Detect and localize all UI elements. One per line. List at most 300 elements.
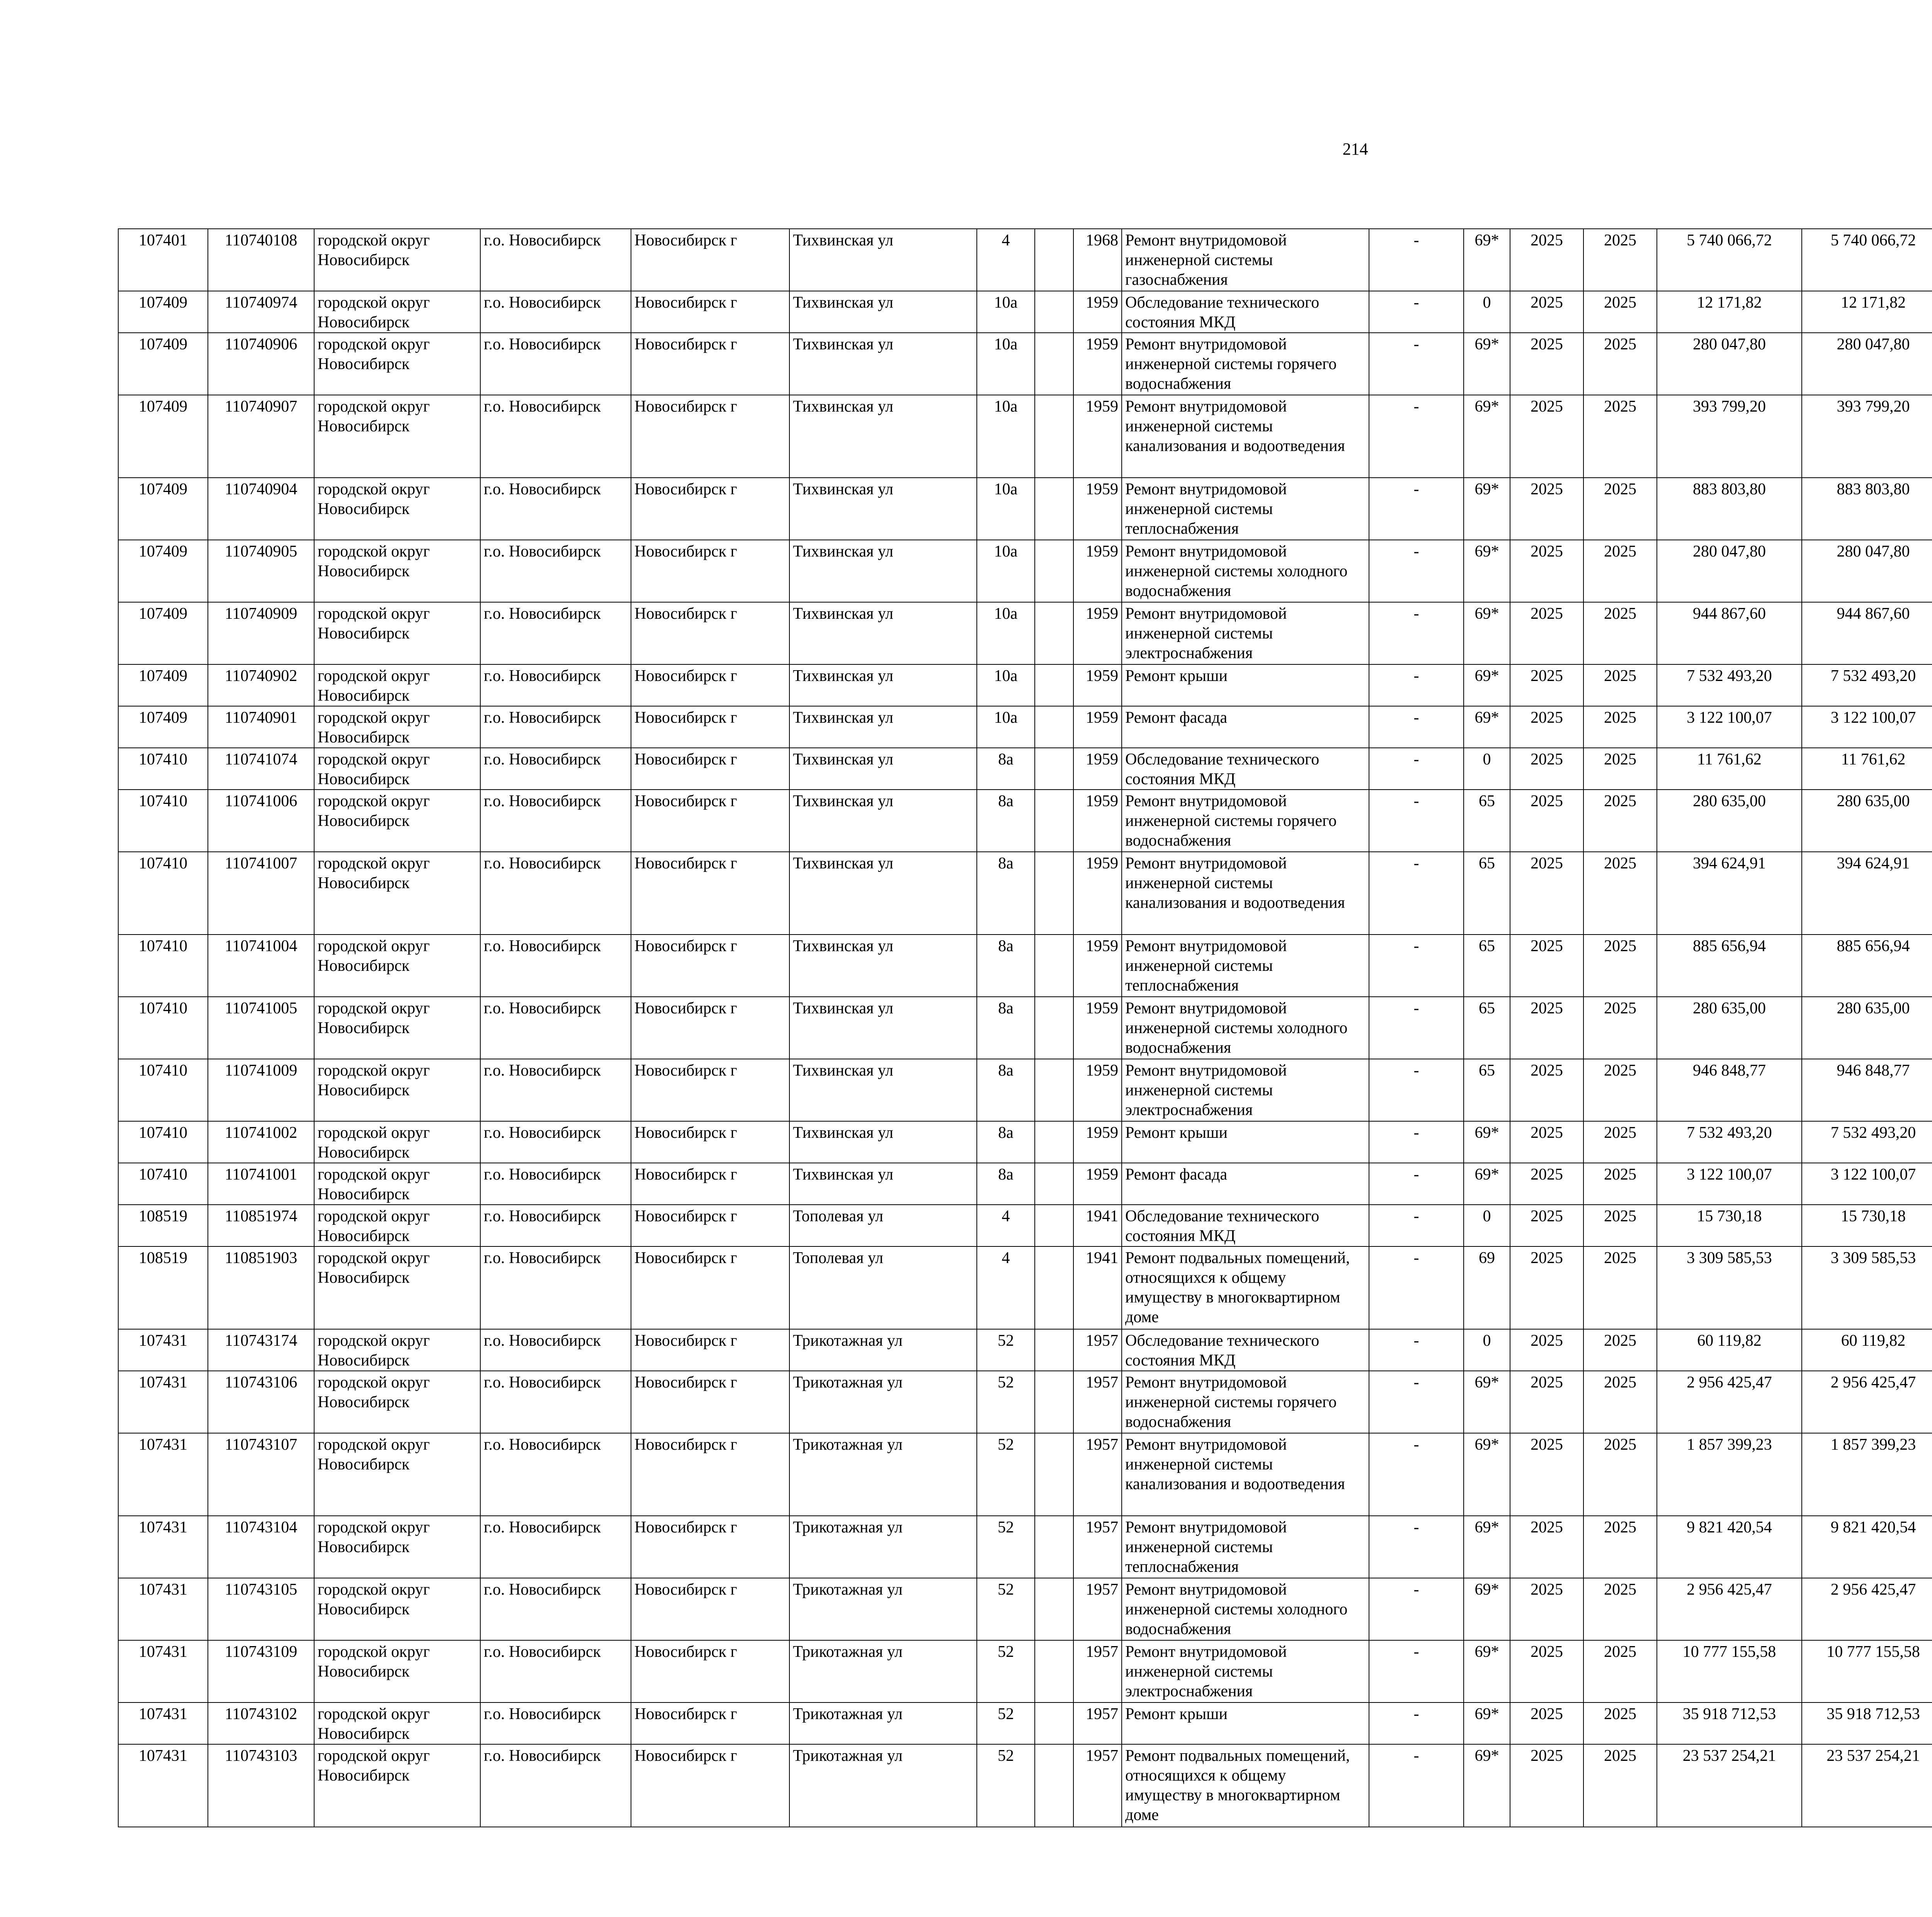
end-year-cell: 2025 [1583,1329,1657,1371]
end-year-cell: 2025 [1583,1371,1657,1433]
table-row [118,1329,1932,1371]
total-cost-cell: 9 821 420,54 [1657,1516,1802,1578]
house-number-cell: 10а [977,333,1035,395]
house-number-cell: 10а [977,602,1035,664]
start-year-cell: 2025 [1510,1371,1583,1433]
mark-cell: - [1369,1744,1464,1827]
table-row [118,291,1932,333]
house-number-cell: 8а [977,852,1035,935]
wear-percent-cell: 69* [1464,664,1510,706]
object-id-cell: 107409 [118,706,208,748]
building-cell [1035,1578,1073,1640]
end-year-cell: 2025 [1583,1163,1657,1205]
fund-cost-cell: 394 624,91 [1802,852,1932,935]
work-type-cell: Ремонт подвальных помещений, относящихся к общему имуществу в многоквартирном доме [1122,1744,1369,1827]
district-cell: г.о. Новосибирск [480,852,631,935]
fund-cost-cell: 7 532 493,20 [1802,1121,1932,1163]
work-type-cell: Ремонт внутридомовой инженерной системы теплоснабжения [1122,935,1369,997]
locality-cell: Новосибирск г [631,664,789,706]
fund-cost-cell: 10 777 155,58 [1802,1640,1932,1702]
end-year-cell: 2025 [1583,1205,1657,1246]
start-year-cell: 2025 [1510,852,1583,935]
wear-percent-cell: 69* [1464,1516,1510,1578]
building-cell [1035,1744,1073,1827]
locality-cell: Новосибирск г [631,1744,789,1827]
object-id-cell: 107409 [118,478,208,540]
work-type-cell: Ремонт фасада [1122,1163,1369,1205]
locality-cell: Новосибирск г [631,1121,789,1163]
fund-cost-cell: 11 761,62 [1802,748,1932,790]
wear-percent-cell: 69* [1464,478,1510,540]
table-row [118,1121,1932,1163]
street-cell: Тихвинская ул [789,602,977,664]
table-row [118,1640,1932,1702]
total-cost-cell: 394 624,91 [1657,852,1802,935]
total-cost-cell: 946 848,77 [1657,1059,1802,1121]
start-year-cell: 2025 [1510,1329,1583,1371]
wear-percent-cell: 69* [1464,1163,1510,1205]
object-id-cell: 107409 [118,395,208,478]
work-code-cell: 110740902 [208,664,314,706]
wear-percent-cell: 69* [1464,1433,1510,1516]
end-year-cell: 2025 [1583,706,1657,748]
total-cost-cell: 3 122 100,07 [1657,706,1802,748]
end-year-cell: 2025 [1583,748,1657,790]
district-cell: г.о. Новосибирск [480,748,631,790]
build-year-cell: 1959 [1073,333,1122,395]
total-cost-cell: 1 857 399,23 [1657,1433,1802,1516]
locality-cell: Новосибирск г [631,291,789,333]
object-id-cell: 107410 [118,997,208,1059]
build-year-cell: 1959 [1073,664,1122,706]
work-code-cell: 110740905 [208,540,314,602]
work-code-cell: 110740904 [208,478,314,540]
build-year-cell: 1957 [1073,1516,1122,1578]
total-cost-cell: 280 047,80 [1657,333,1802,395]
street-cell: Тихвинская ул [789,478,977,540]
table-row [118,997,1932,1059]
locality-cell: Новосибирск г [631,1702,789,1744]
fund-cost-cell: 280 047,80 [1802,540,1932,602]
object-id-cell: 107431 [118,1702,208,1744]
object-id-cell: 107431 [118,1640,208,1702]
municipality-cell: городской округ Новосибирск [314,1516,480,1578]
end-year-cell: 2025 [1583,664,1657,706]
start-year-cell: 2025 [1510,229,1583,291]
street-cell: Трикотажная ул [789,1371,977,1433]
locality-cell: Новосибирск г [631,1433,789,1516]
work-code-cell: 110743174 [208,1329,314,1371]
wear-percent-cell: 69 [1464,1246,1510,1329]
mark-cell: - [1369,1516,1464,1578]
district-cell: г.о. Новосибирск [480,333,631,395]
table-row [118,790,1932,852]
start-year-cell: 2025 [1510,1121,1583,1163]
end-year-cell: 2025 [1583,540,1657,602]
fund-cost-cell: 35 918 712,53 [1802,1702,1932,1744]
wear-percent-cell: 69* [1464,229,1510,291]
work-code-cell: 110743106 [208,1371,314,1433]
mark-cell: - [1369,1059,1464,1121]
start-year-cell: 2025 [1510,395,1583,478]
mark-cell: - [1369,1246,1464,1329]
building-cell [1035,1246,1073,1329]
work-code-cell: 110851903 [208,1246,314,1329]
municipality-cell: городской округ Новосибирск [314,333,480,395]
object-id-cell: 107410 [118,1121,208,1163]
build-year-cell: 1957 [1073,1329,1122,1371]
start-year-cell: 2025 [1510,1744,1583,1827]
building-cell [1035,1205,1073,1246]
start-year-cell: 2025 [1510,706,1583,748]
wear-percent-cell: 65 [1464,790,1510,852]
object-id-cell: 108519 [118,1246,208,1329]
work-type-cell: Ремонт внутридомовой инженерной системы теплоснабжения [1122,478,1369,540]
total-cost-cell: 35 918 712,53 [1657,1702,1802,1744]
district-cell: г.о. Новосибирск [480,935,631,997]
work-code-cell: 110851974 [208,1205,314,1246]
build-year-cell: 1941 [1073,1246,1122,1329]
locality-cell: Новосибирск г [631,1640,789,1702]
work-code-cell: 110743109 [208,1640,314,1702]
building-cell [1035,540,1073,602]
build-year-cell: 1959 [1073,540,1122,602]
mark-cell: - [1369,790,1464,852]
object-id-cell: 108519 [118,1205,208,1246]
build-year-cell: 1968 [1073,229,1122,291]
work-code-cell: 110743103 [208,1744,314,1827]
street-cell: Трикотажная ул [789,1433,977,1516]
total-cost-cell: 11 761,62 [1657,748,1802,790]
table-row [118,395,1932,478]
object-id-cell: 107409 [118,333,208,395]
house-number-cell: 52 [977,1371,1035,1433]
total-cost-cell: 60 119,82 [1657,1329,1802,1371]
end-year-cell: 2025 [1583,1059,1657,1121]
locality-cell: Новосибирск г [631,997,789,1059]
building-cell [1035,1121,1073,1163]
building-cell [1035,1163,1073,1205]
total-cost-cell: 5 740 066,72 [1657,229,1802,291]
wear-percent-cell: 69* [1464,333,1510,395]
wear-percent-cell: 69* [1464,395,1510,478]
end-year-cell: 2025 [1583,291,1657,333]
locality-cell: Новосибирск г [631,478,789,540]
build-year-cell: 1959 [1073,790,1122,852]
work-type-cell: Ремонт внутридомовой инженерной системы холодного водоснабжения [1122,997,1369,1059]
table-row [118,540,1932,602]
work-code-cell: 110743104 [208,1516,314,1578]
end-year-cell: 2025 [1583,229,1657,291]
mark-cell: - [1369,852,1464,935]
building-cell [1035,291,1073,333]
end-year-cell: 2025 [1583,333,1657,395]
fund-cost-cell: 944 867,60 [1802,602,1932,664]
work-type-cell: Ремонт внутридомовой инженерной системы электроснабжения [1122,602,1369,664]
street-cell: Трикотажная ул [789,1640,977,1702]
street-cell: Тихвинская ул [789,1121,977,1163]
start-year-cell: 2025 [1510,1640,1583,1702]
work-code-cell: 110740974 [208,291,314,333]
end-year-cell: 2025 [1583,478,1657,540]
mark-cell: - [1369,1205,1464,1246]
mark-cell: - [1369,478,1464,540]
total-cost-cell: 2 956 425,47 [1657,1371,1802,1433]
municipality-cell: городской округ Новосибирск [314,229,480,291]
house-number-cell: 8а [977,790,1035,852]
total-cost-cell: 3 309 585,53 [1657,1246,1802,1329]
street-cell: Тихвинская ул [789,291,977,333]
district-cell: г.о. Новосибирск [480,1205,631,1246]
municipality-cell: городской округ Новосибирск [314,1205,480,1246]
mark-cell: - [1369,540,1464,602]
table-row [118,664,1932,706]
building-cell [1035,1371,1073,1433]
district-cell: г.о. Новосибирск [480,997,631,1059]
building-cell [1035,333,1073,395]
work-code-cell: 110740906 [208,333,314,395]
municipality-cell: городской округ Новосибирск [314,997,480,1059]
object-id-cell: 107409 [118,540,208,602]
object-id-cell: 107431 [118,1433,208,1516]
building-cell [1035,1516,1073,1578]
build-year-cell: 1957 [1073,1433,1122,1516]
street-cell: Трикотажная ул [789,1578,977,1640]
table-row [118,1578,1932,1640]
district-cell: г.о. Новосибирск [480,602,631,664]
fund-cost-cell: 15 730,18 [1802,1205,1932,1246]
street-cell: Тихвинская ул [789,935,977,997]
district-cell: г.о. Новосибирск [480,664,631,706]
object-id-cell: 107431 [118,1516,208,1578]
table-row [118,229,1932,291]
street-cell: Трикотажная ул [789,1702,977,1744]
building-cell [1035,1059,1073,1121]
house-number-cell: 52 [977,1516,1035,1578]
mark-cell: - [1369,935,1464,997]
total-cost-cell: 280 047,80 [1657,540,1802,602]
build-year-cell: 1959 [1073,997,1122,1059]
build-year-cell: 1959 [1073,1121,1122,1163]
fund-cost-cell: 3 122 100,07 [1802,1163,1932,1205]
house-number-cell: 10а [977,395,1035,478]
mark-cell: - [1369,1121,1464,1163]
work-type-cell: Ремонт внутридомовой инженерной системы электроснабжения [1122,1640,1369,1702]
start-year-cell: 2025 [1510,748,1583,790]
build-year-cell: 1959 [1073,478,1122,540]
municipality-cell: городской округ Новосибирск [314,790,480,852]
fund-cost-cell: 946 848,77 [1802,1059,1932,1121]
street-cell: Тихвинская ул [789,790,977,852]
district-cell: г.о. Новосибирск [480,1578,631,1640]
wear-percent-cell: 69* [1464,1371,1510,1433]
mark-cell: - [1369,997,1464,1059]
building-cell [1035,852,1073,935]
table-row [118,1163,1932,1205]
end-year-cell: 2025 [1583,1578,1657,1640]
work-type-cell: Ремонт внутридомовой инженерной системы горячего водоснабжения [1122,1371,1369,1433]
municipality-cell: городской округ Новосибирск [314,1329,480,1371]
locality-cell: Новосибирск г [631,602,789,664]
fund-cost-cell: 5 740 066,72 [1802,229,1932,291]
total-cost-cell: 280 635,00 [1657,997,1802,1059]
wear-percent-cell: 69* [1464,602,1510,664]
work-code-cell: 110740901 [208,706,314,748]
fund-cost-cell: 1 857 399,23 [1802,1433,1932,1516]
work-type-cell: Обследование технического состояния МКД [1122,1205,1369,1246]
municipality-cell: городской округ Новосибирск [314,664,480,706]
building-cell [1035,748,1073,790]
wear-percent-cell: 65 [1464,1059,1510,1121]
building-cell [1035,478,1073,540]
start-year-cell: 2025 [1510,478,1583,540]
end-year-cell: 2025 [1583,790,1657,852]
start-year-cell: 2025 [1510,540,1583,602]
district-cell: г.о. Новосибирск [480,478,631,540]
municipality-cell: городской округ Новосибирск [314,1640,480,1702]
work-code-cell: 110741074 [208,748,314,790]
house-number-cell: 8а [977,748,1035,790]
work-type-cell: Ремонт внутридомовой инженерной системы холодного водоснабжения [1122,540,1369,602]
object-id-cell: 107401 [118,229,208,291]
fund-cost-cell: 280 635,00 [1802,790,1932,852]
locality-cell: Новосибирск г [631,1059,789,1121]
table-row [118,478,1932,540]
locality-cell: Новосибирск г [631,1246,789,1329]
locality-cell: Новосибирск г [631,935,789,997]
work-code-cell: 110743107 [208,1433,314,1516]
district-cell: г.о. Новосибирск [480,540,631,602]
wear-percent-cell: 65 [1464,852,1510,935]
total-cost-cell: 10 777 155,58 [1657,1640,1802,1702]
wear-percent-cell: 69* [1464,1640,1510,1702]
table-row [118,602,1932,664]
street-cell: Трикотажная ул [789,1516,977,1578]
house-number-cell: 10а [977,478,1035,540]
work-type-cell: Ремонт крыши [1122,664,1369,706]
locality-cell: Новосибирск г [631,852,789,935]
work-type-cell: Ремонт внутридомовой инженерной системы газоснабжения [1122,229,1369,291]
house-number-cell: 10а [977,540,1035,602]
fund-cost-cell: 3 122 100,07 [1802,706,1932,748]
build-year-cell: 1959 [1073,1163,1122,1205]
build-year-cell: 1959 [1073,935,1122,997]
house-number-cell: 52 [977,1329,1035,1371]
street-cell: Тихвинская ул [789,333,977,395]
district-cell: г.о. Новосибирск [480,1433,631,1516]
district-cell: г.о. Новосибирск [480,395,631,478]
total-cost-cell: 15 730,18 [1657,1205,1802,1246]
table-row [118,1205,1932,1246]
start-year-cell: 2025 [1510,333,1583,395]
locality-cell: Новосибирск г [631,333,789,395]
work-type-cell: Обследование технического состояния МКД [1122,748,1369,790]
municipality-cell: городской округ Новосибирск [314,1578,480,1640]
work-type-cell: Ремонт внутридомовой инженерной системы горячего водоснабжения [1122,333,1369,395]
work-code-cell: 110741002 [208,1121,314,1163]
locality-cell: Новосибирск г [631,1516,789,1578]
work-code-cell: 110743102 [208,1702,314,1744]
locality-cell: Новосибирск г [631,1163,789,1205]
mark-cell: - [1369,1578,1464,1640]
district-cell: г.о. Новосибирск [480,1702,631,1744]
work-code-cell: 110740907 [208,395,314,478]
municipality-cell: городской округ Новосибирск [314,1121,480,1163]
build-year-cell: 1959 [1073,852,1122,935]
municipality-cell: городской округ Новосибирск [314,1246,480,1329]
work-code-cell: 110741007 [208,852,314,935]
mark-cell: - [1369,229,1464,291]
build-year-cell: 1959 [1073,291,1122,333]
locality-cell: Новосибирск г [631,748,789,790]
building-cell [1035,1329,1073,1371]
work-code-cell: 110741009 [208,1059,314,1121]
work-code-cell: 110741001 [208,1163,314,1205]
start-year-cell: 2025 [1510,1516,1583,1578]
fund-cost-cell: 7 532 493,20 [1802,664,1932,706]
work-type-cell: Ремонт внутридомовой инженерной системы теплоснабжения [1122,1516,1369,1578]
object-id-cell: 107410 [118,1059,208,1121]
fund-cost-cell: 3 309 585,53 [1802,1246,1932,1329]
end-year-cell: 2025 [1583,602,1657,664]
fund-cost-cell: 393 799,20 [1802,395,1932,478]
start-year-cell: 2025 [1510,790,1583,852]
table-row [118,1744,1932,1827]
fund-cost-cell: 23 537 254,21 [1802,1744,1932,1827]
end-year-cell: 2025 [1583,1516,1657,1578]
start-year-cell: 2025 [1510,1246,1583,1329]
object-id-cell: 107431 [118,1578,208,1640]
street-cell: Тихвинская ул [789,664,977,706]
total-cost-cell: 12 171,82 [1657,291,1802,333]
start-year-cell: 2025 [1510,935,1583,997]
object-id-cell: 107409 [118,291,208,333]
municipality-cell: городской округ Новосибирск [314,706,480,748]
start-year-cell: 2025 [1510,1205,1583,1246]
municipality-cell: городской округ Новосибирск [314,1059,480,1121]
work-code-cell: 110743105 [208,1578,314,1640]
district-cell: г.о. Новосибирск [480,1371,631,1433]
mark-cell: - [1369,1329,1464,1371]
locality-cell: Новосибирск г [631,706,789,748]
mark-cell: - [1369,1433,1464,1516]
house-number-cell: 4 [977,229,1035,291]
locality-cell: Новосибирск г [631,1329,789,1371]
table-row [118,1516,1932,1578]
mark-cell: - [1369,748,1464,790]
street-cell: Тополевая ул [789,1205,977,1246]
work-type-cell: Ремонт внутридомовой инженерной системы горячего водоснабжения [1122,790,1369,852]
work-type-cell: Ремонт фасада [1122,706,1369,748]
district-cell: г.о. Новосибирск [480,706,631,748]
work-type-cell: Ремонт внутридомовой инженерной системы электроснабжения [1122,1059,1369,1121]
mark-cell: - [1369,1640,1464,1702]
start-year-cell: 2025 [1510,1702,1583,1744]
fund-cost-cell: 2 956 425,47 [1802,1578,1932,1640]
object-id-cell: 107431 [118,1744,208,1827]
house-number-cell: 52 [977,1640,1035,1702]
municipality-cell: городской округ Новосибирск [314,540,480,602]
street-cell: Тихвинская ул [789,748,977,790]
total-cost-cell: 7 532 493,20 [1657,1121,1802,1163]
wear-percent-cell: 69* [1464,540,1510,602]
table-row [118,1702,1932,1744]
end-year-cell: 2025 [1583,1744,1657,1827]
house-number-cell: 10а [977,706,1035,748]
wear-percent-cell: 0 [1464,748,1510,790]
building-cell [1035,229,1073,291]
fund-cost-cell: 883 803,80 [1802,478,1932,540]
